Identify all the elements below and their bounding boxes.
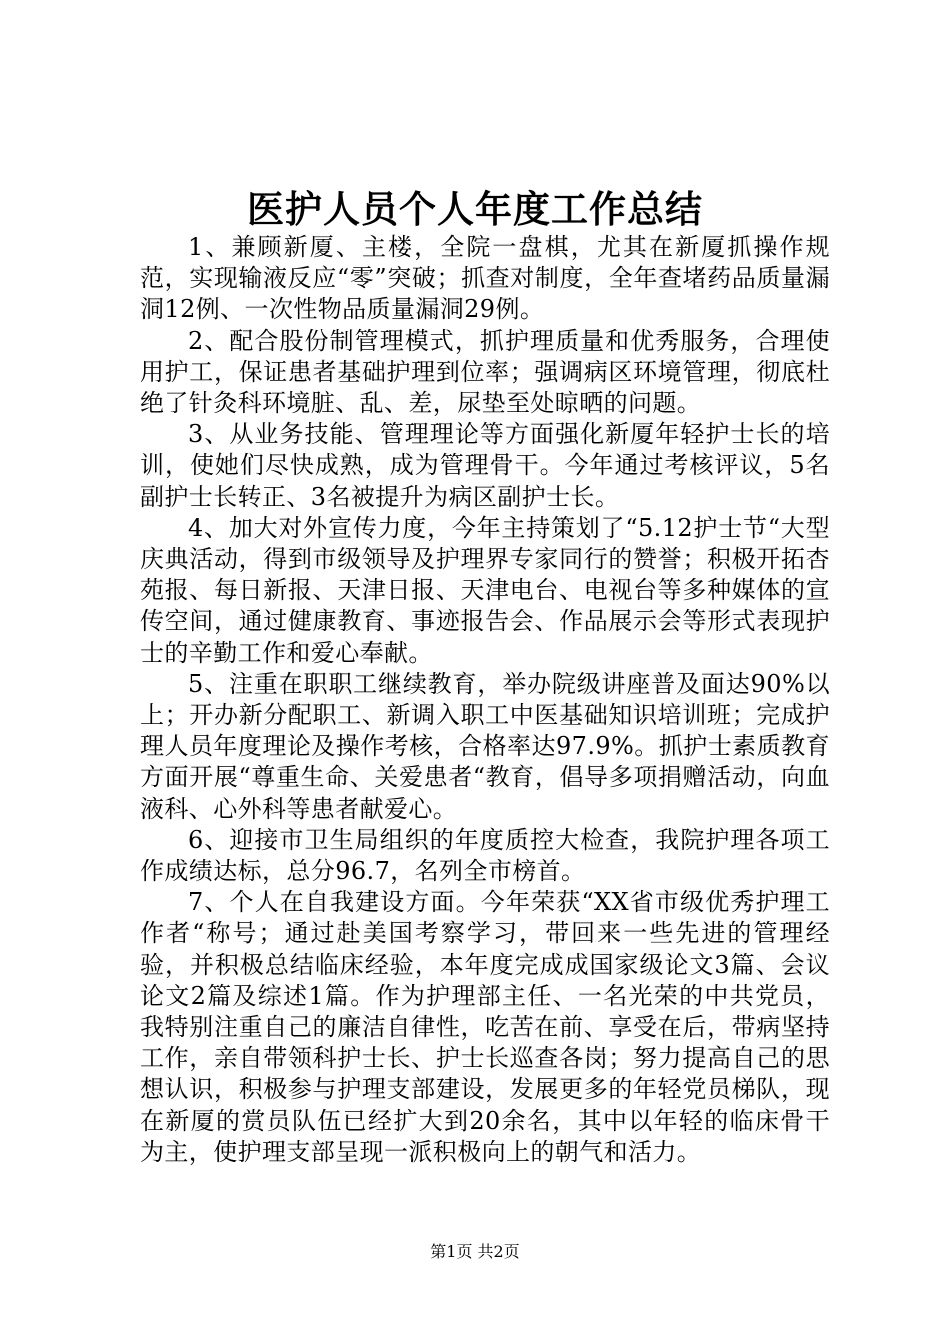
page-footer: 第1页 共2页 xyxy=(430,1242,520,1261)
paragraph-7: 7、个人在自我建设方面。今年荣获“XX省市级优秀护理工作者“称号；通过赴美国考察学习，带回来一些先进的管理经验，并积极总结临床经验，本年度完成成国家级论文3篇、会议论文2篇及综述1篇。作为护理部主任、一名光荣的中共党员，我特别注重自己的廉洁自律性，吃苦在前、享受在后，带病坚持工作，亲自带领科护士长、护士长巡查各岗；努力提高自己的思想认识，积极参与护理支部建设，发展更多的年轻党员梯队，现在新厦的赏员队伍已经扩大到20余名，其中以年轻的临床骨干为主，使护理支部呈现一派积极向上的朝气和活力。 xyxy=(140,888,830,1166)
paragraph-3: 3、从业务技能、管理理论等方面强化新厦年轻护士长的培训，使她们尽快成熟，成为管理骨干。今年通过考核评议，5名副护士长转正、3名被提升为病区副护士长。 xyxy=(140,420,830,511)
paragraph-2: 2、配合股份制管理模式，抓护理质量和优秀服务，合理使用护工，保证患者基础护理到位率；强调病区环境管理，彻底杜绝了针灸科环境脏、乱、差，尿垫至处晾晒的问题。 xyxy=(140,326,830,418)
document-body xyxy=(140,232,830,1168)
paragraph-6: 6、迎接市卫生局组织的年度质控大检查，我院护理各项工作成绩达标，总分96.7，名列全市榜首。 xyxy=(140,825,830,886)
paragraph-4: 4、加大对外宣传力度，今年主持策划了“5.12护士节“大型庆典活动，得到市级领导及护理界专家同行的赞誉；积极开拓杏苑报、每日新报、天津日报、天津电台、电视台等多种媒体的宣传空间，通过健康教育、事迹报告会、作品展示会等形式表现护士的辛勤工作和爱心奉献。 xyxy=(140,513,830,667)
document-title: 医护人员个人年度工作总结 xyxy=(247,187,703,231)
paragraph-1: 1、兼顾新厦、主楼，全院一盘棋，尤其在新厦抓操作规范，实现输液反应“零”突破；抓查对制度，全年查堵药品质量漏洞12例、一次性物品质量漏洞29例。 xyxy=(140,233,830,324)
paragraph-5: 5、注重在职职工继续教育，举办院级讲座普及面达90%以上；开办新分配职工、新调入职工中医基础知识培训班；完成护理人员年度理论及操作考核，合格率达97.9%。抓护士素质教育方面开展“尊重生命、关爱患者“教育，倡导多项捐赠活动，向血液科、心外科等患者献爱心。 xyxy=(140,669,830,823)
